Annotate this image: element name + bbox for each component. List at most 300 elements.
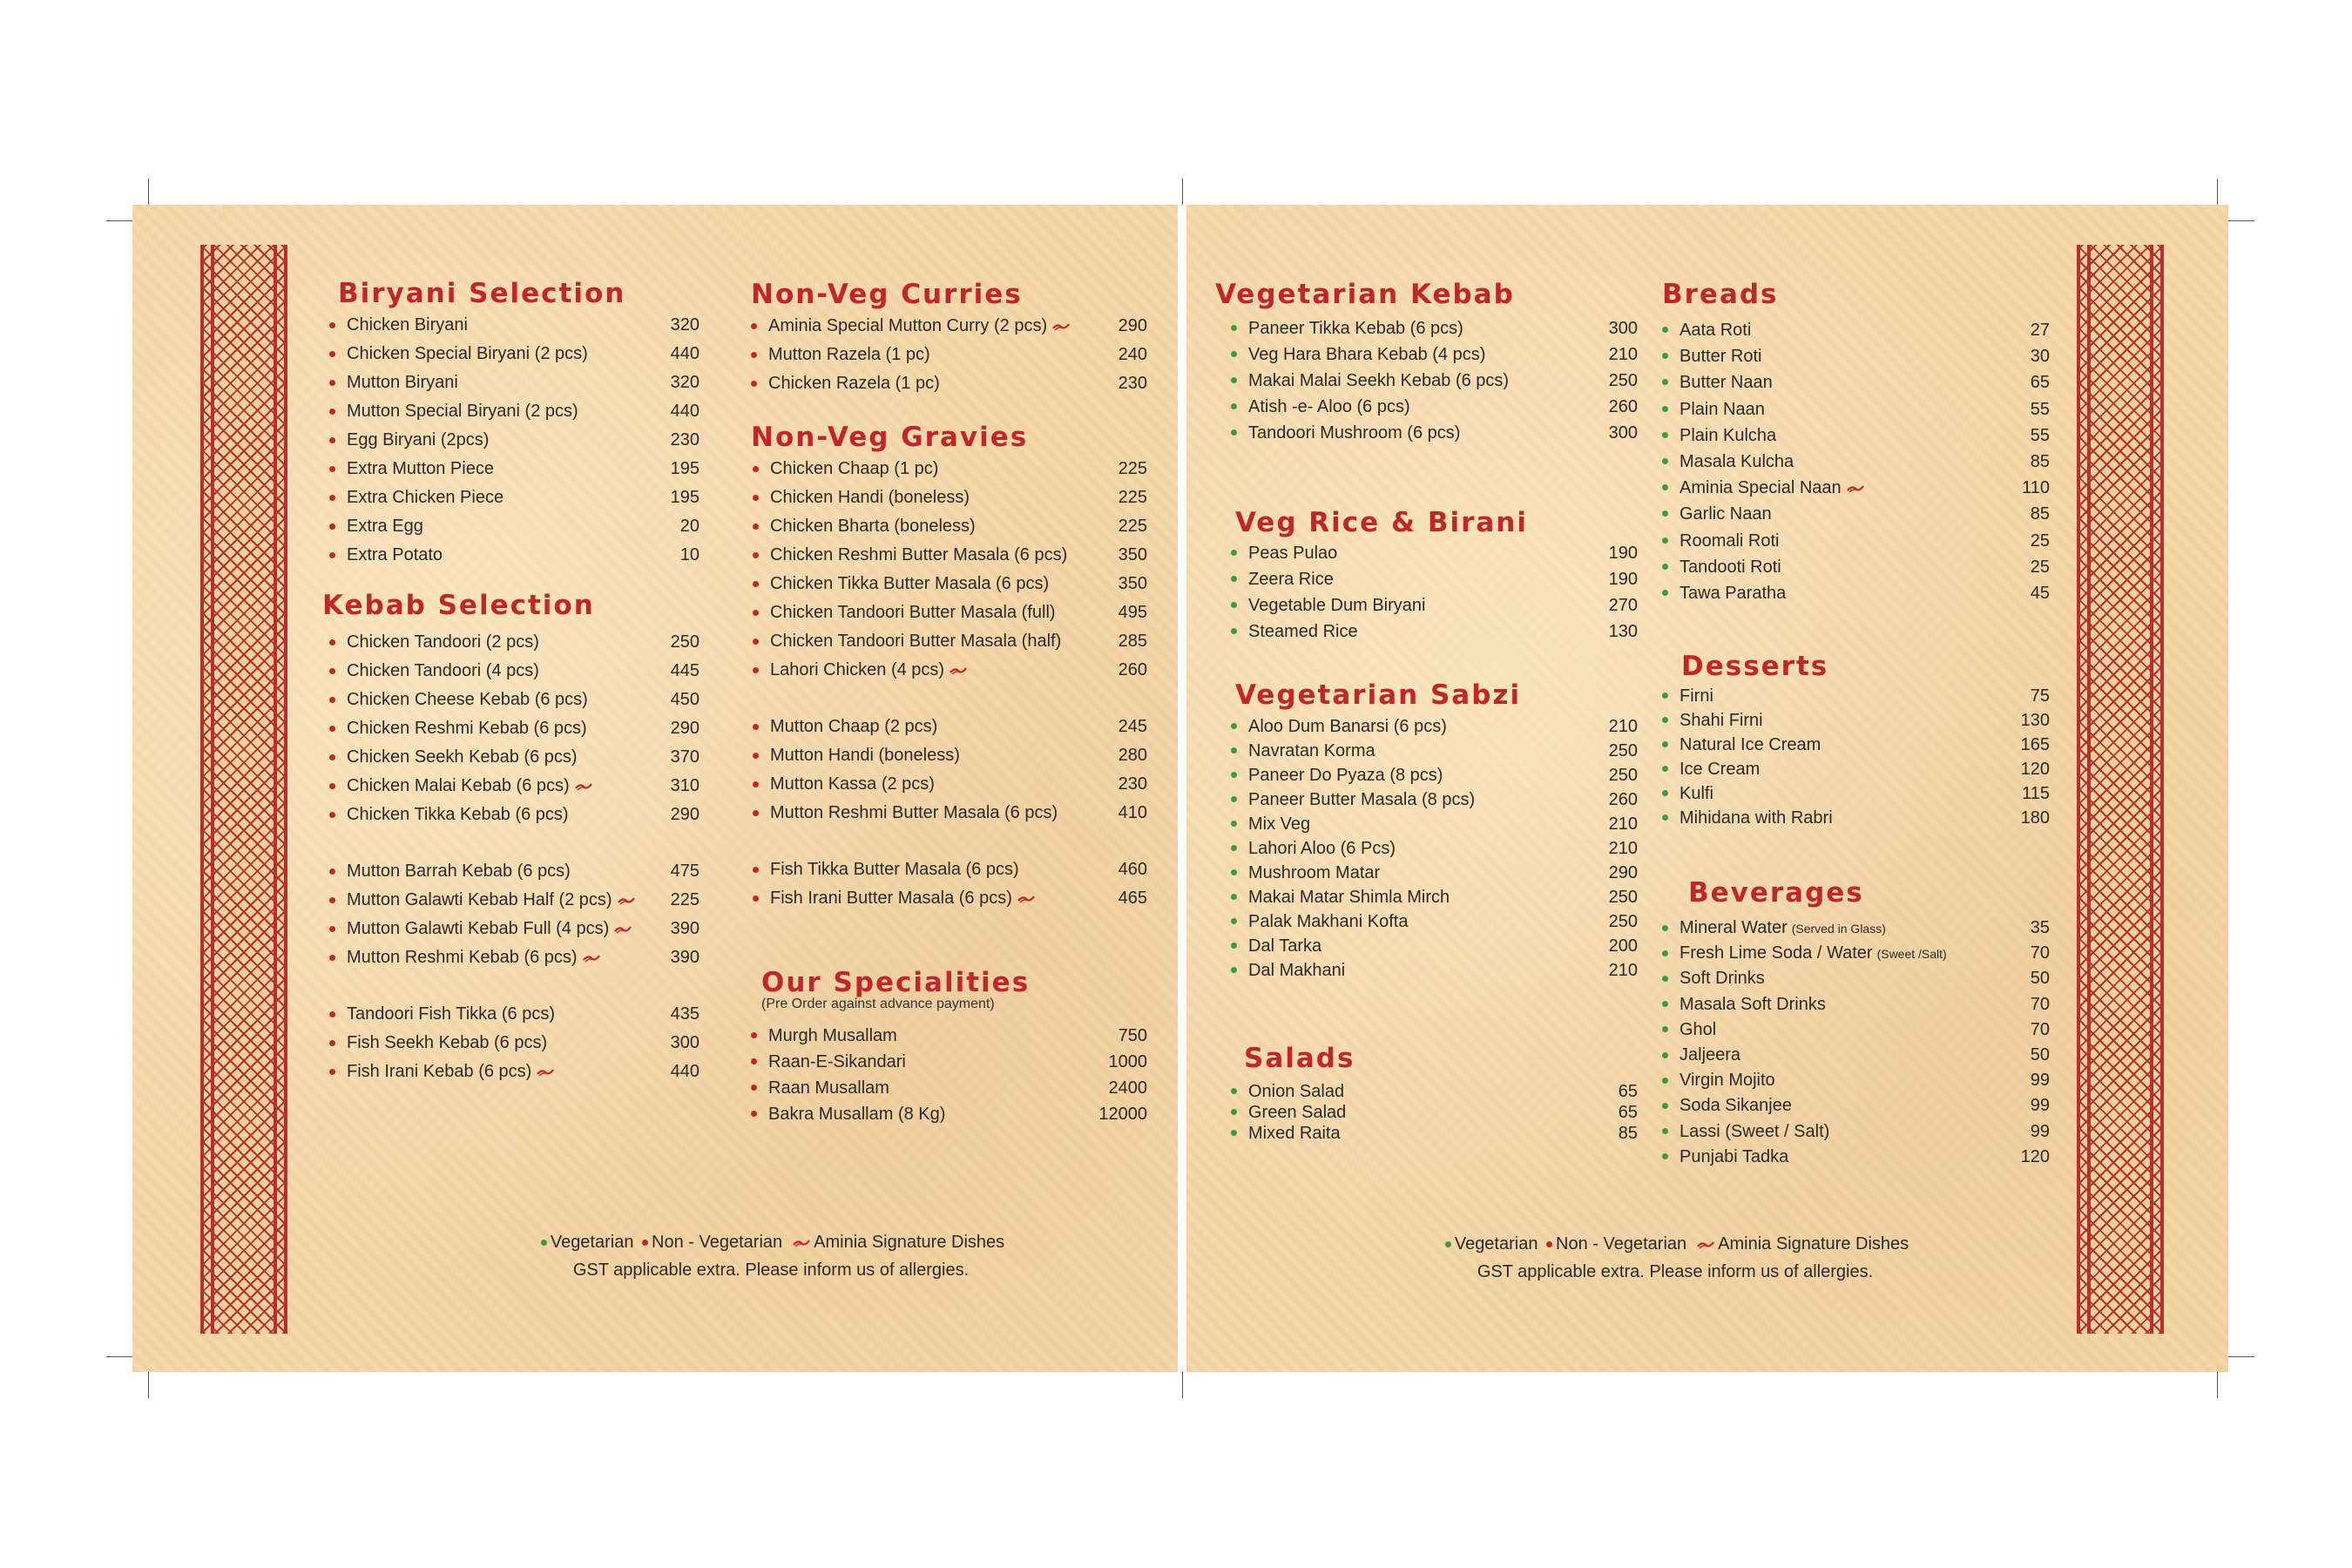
menu-item-name [347, 1058, 554, 1086]
menu-item-price: 70 [2030, 943, 2050, 963]
menu-item-price: 12000 [1098, 1105, 1147, 1124]
menu-item [1231, 394, 1638, 420]
menu-item-price: 370 [670, 747, 700, 767]
non-veg-dot-icon [753, 524, 759, 530]
menu-item-price: 225 [1118, 517, 1147, 536]
veg-dot-icon [1662, 925, 1668, 931]
menu-item [1662, 554, 2050, 580]
veg-dot-icon [1231, 1109, 1237, 1115]
veg-sabzi-section [1235, 678, 1638, 983]
menu-item-name [1680, 708, 1763, 733]
menu-item [1231, 885, 1638, 909]
menu-item-name-text: Fish Irani Kebab (6 pcs) [347, 1062, 532, 1081]
decorative-border-right [2077, 245, 2164, 1334]
veg-dot-icon [1662, 693, 1668, 699]
veg-dot-icon [1231, 821, 1237, 827]
veg-dot-icon [1231, 845, 1237, 851]
veg-dot-icon [1231, 1088, 1237, 1094]
menu-item-name-text: Paneer Do Pyaza (8 pcs) [1248, 766, 1443, 785]
menu-item-price: 320 [670, 315, 700, 335]
menu-item-name [1680, 343, 1761, 369]
menu-item [329, 657, 700, 686]
section-title: Breads [1662, 279, 1779, 310]
non-veg-dot-icon [329, 897, 335, 903]
menu-item-name-text: Plain Naan [1680, 399, 1765, 419]
menu-item-price: 450 [670, 690, 700, 709]
menu-item [753, 483, 1147, 512]
non-veg-dot-icon [329, 409, 335, 415]
non-veg-dot-icon [751, 381, 757, 387]
menu-item-price: 225 [670, 890, 700, 909]
menu-item-price: 210 [1608, 717, 1638, 736]
breads-section [1662, 277, 2050, 606]
section-note: (Pre Order against advance payment) [761, 997, 995, 1011]
menu-item-name-text: Soft Drinks [1680, 969, 1765, 989]
menu-item-price: 320 [670, 373, 700, 392]
menu-item-name-text: Fish Irani Butter Masala (6 pcs) [770, 889, 1012, 908]
menu-item [329, 541, 700, 570]
menu-item-price: 115 [2022, 784, 2050, 803]
menu-item-name-text: Mutton Kassa (2 pcs) [770, 774, 935, 794]
menu-item-name-text: Mutton Reshmi Kebab (6 pcs) [347, 948, 578, 967]
veg-dot-icon [1662, 1103, 1668, 1109]
menu-item [1662, 449, 2050, 475]
non-veg-dot-icon [753, 552, 759, 558]
menu-item [1231, 566, 1638, 592]
non-veg-dot-icon [753, 667, 759, 673]
menu-item-price: 2400 [1108, 1078, 1147, 1098]
menu-item-name [1680, 554, 1781, 580]
menu-item-name-text: Fish Seekh Kebab (6 pcs) [347, 1033, 548, 1052]
veg-dot-icon [1231, 747, 1237, 754]
menu-item-price: 230 [1118, 774, 1147, 794]
non-veg-dot-icon [753, 610, 759, 616]
veg-rice-section [1235, 505, 1638, 645]
menu-item-price: 35 [2030, 918, 2050, 937]
menu-item-name-text: Roomali Roti [1680, 531, 1780, 551]
menu-item [1231, 714, 1638, 739]
veg-dot-icon [1231, 403, 1237, 409]
menu-item-name-text: Fresh Lime Soda / Water [1680, 943, 1873, 963]
menu-item-name-text: Mineral Water [1680, 918, 1788, 937]
item-list [1231, 714, 1638, 983]
menu-item-name [347, 772, 592, 801]
menu-item-price: 195 [670, 459, 700, 478]
non-veg-dot-icon [753, 639, 759, 645]
menu-item-name-text: Lassi (Sweet / Salt) [1680, 1121, 1830, 1141]
menu-item-price: 10 [679, 545, 700, 564]
menu-item [329, 368, 700, 397]
menu-item [1231, 618, 1638, 645]
menu-item [1231, 1102, 1638, 1123]
menu-item-name [1248, 315, 1463, 341]
section-title: Veg Rice & Birani [1235, 507, 1528, 538]
menu-item [329, 943, 700, 972]
menu-item-price: 190 [1608, 570, 1638, 589]
menu-item-name-text: Bakra Musallam (8 Kg) [768, 1105, 946, 1124]
menu-item-name-text: Mutton Razela (1 pc) [768, 345, 930, 364]
menu-item [1231, 934, 1638, 958]
menu-item-price: 99 [2030, 1096, 2050, 1116]
menu-item [329, 311, 700, 340]
veg-dot-icon [1662, 353, 1668, 359]
crop-mark [2217, 1372, 2218, 1398]
menu-item-price: 350 [1118, 545, 1147, 564]
menu-item-price: 250 [670, 632, 700, 652]
legend-veg-label: Vegetarian [550, 1233, 634, 1252]
menu-item-name-text: Chicken Seekh Kebab (6 pcs) [347, 747, 578, 767]
menu-item-name [1680, 757, 1760, 781]
menu-item-price: 300 [1608, 319, 1638, 338]
veg-dot-icon [1231, 576, 1237, 582]
menu-item-name-text: Steamed Rice [1248, 622, 1358, 641]
menu-item [1231, 1081, 1638, 1102]
non-veg-dot-icon [751, 1111, 757, 1117]
menu-item-price: 165 [2020, 735, 2050, 754]
menu-item-name [347, 857, 571, 886]
menu-item-name-text: Masala Kulcha [1680, 451, 1794, 471]
menu-item [1231, 592, 1638, 618]
menu-item-price: 85 [1618, 1124, 1638, 1143]
menu-item-name [347, 483, 504, 512]
veg-dot-icon [1662, 484, 1668, 490]
menu-item-price: 99 [2030, 1071, 2050, 1091]
menu-item-price: 55 [2030, 425, 2050, 445]
menu-item-name-text: Soda Sikanjee [1680, 1096, 1792, 1116]
menu-item-name [1680, 966, 1765, 991]
menu-item [1662, 1093, 2050, 1119]
non-veg-dot-icon [329, 783, 335, 789]
non-veg-dot-icon [753, 581, 759, 587]
menu-item-price: 210 [1608, 814, 1638, 834]
menu-item-price: 465 [1118, 889, 1147, 908]
menu-item [1662, 1043, 2050, 1068]
menu-item [1231, 861, 1638, 885]
legend-line [1418, 1230, 1932, 1258]
menu-item [1231, 836, 1638, 861]
menu-item-name [347, 455, 494, 483]
menu-item [329, 1058, 700, 1086]
menu-item-price: 70 [2030, 994, 2050, 1014]
menu-item-price: 250 [1608, 371, 1638, 390]
menu-item [1231, 909, 1638, 934]
nonveg-gravies-section [751, 420, 1147, 913]
menu-item-name-text: Green Salad [1248, 1103, 1347, 1122]
menu-item [1662, 528, 2050, 554]
menu-item-name-text: Punjabi Tadka [1680, 1146, 1789, 1166]
non-veg-dot-icon [753, 466, 759, 472]
menu-item-name-text: Aminia Special Mutton Curry (2 pcs) [768, 316, 1048, 335]
group-spacer [329, 972, 700, 1000]
menu-item-name [347, 686, 588, 714]
menu-item-name-text: Zeera Rice [1248, 570, 1334, 589]
menu-item-price: 440 [670, 402, 700, 421]
item-list [1662, 317, 2050, 606]
menu-item-name-text: Chicken Biryani [347, 315, 468, 335]
menu-item-name-text: Butter Naan [1680, 373, 1773, 393]
menu-item-name-text: Palak Makhani Kofta [1248, 912, 1409, 931]
section-title: Non-Veg Gravies [751, 422, 1029, 453]
menu-item-name [1248, 812, 1310, 836]
menu-item-name [768, 1023, 897, 1049]
menu-item [1662, 806, 2050, 830]
veg-dot-icon [1662, 950, 1668, 956]
item-list [751, 312, 1147, 398]
menu-item-name [768, 1049, 906, 1075]
menu-item-price: 200 [1608, 936, 1638, 956]
menu-item-price: 260 [1608, 397, 1638, 416]
menu-item-price: 290 [1118, 316, 1147, 335]
menu-item-name-text: Raan Musallam [768, 1078, 889, 1098]
menu-item-name-text: Makai Matar Shimla Mirch [1248, 888, 1450, 907]
non-veg-dot-icon [751, 352, 757, 358]
menu-item [1662, 369, 2050, 395]
menu-item-name [1680, 528, 1779, 554]
menu-item-name [770, 627, 1061, 656]
item-list [329, 628, 700, 1086]
menu-item-price: 240 [1118, 345, 1147, 364]
menu-item [1662, 1119, 2050, 1145]
crop-mark [106, 220, 132, 221]
menu-item [1231, 1123, 1638, 1144]
veg-dot-icon [1231, 943, 1237, 949]
menu-item-name [347, 541, 443, 570]
menu-item-price: 290 [670, 719, 700, 738]
crop-mark [2228, 1356, 2254, 1357]
non-veg-dot-icon [329, 466, 335, 472]
menu-item-price: 750 [1118, 1026, 1147, 1045]
crop-mark [2228, 220, 2254, 221]
menu-item [1662, 781, 2050, 806]
menu-item-name [347, 340, 588, 368]
menu-item [1231, 341, 1638, 368]
non-veg-dot-icon [753, 896, 759, 902]
menu-item-name-text: Onion Salad [1248, 1082, 1345, 1101]
menu-item-name-text: Ice Cream [1680, 760, 1761, 779]
menu-item-name-text: Extra Egg [347, 517, 423, 536]
menu-item-name-text: Chicken Tandoori Butter Masala (full) [770, 603, 1056, 622]
menu-item-name [770, 483, 970, 512]
menu-item-name-text: Chicken Tandoori (2 pcs) [347, 632, 539, 652]
menu-item-name-text: Lahori Chicken (4 pcs) [770, 660, 945, 679]
item-list [1231, 315, 1638, 446]
menu-item-price: 75 [2030, 686, 2050, 706]
menu-item [753, 541, 1147, 570]
menu-item-name [768, 1101, 945, 1127]
menu-item [1662, 501, 2050, 527]
menu-item-name-text: Veg Hara Bhara Kebab (4 pcs) [1248, 345, 1486, 364]
veg-dot-icon [1662, 1001, 1668, 1007]
menu-item-name-text: Chicken Razela (1 pc) [768, 374, 940, 393]
menu-item [1662, 396, 2050, 422]
veg-dot-icon [1662, 1128, 1668, 1134]
menu-item-name [1248, 909, 1408, 934]
menu-item-price: 195 [670, 488, 700, 507]
menu-item-price: 445 [670, 661, 700, 680]
section-title: Desserts [1681, 651, 1829, 682]
menu-item-name [1680, 992, 1826, 1017]
non-veg-dot-icon [329, 351, 335, 357]
menu-item-price: 180 [2020, 808, 2050, 828]
item-list [753, 455, 1147, 913]
menu-item-price: 50 [2030, 1044, 2050, 1064]
non-veg-dot-icon [1546, 1241, 1552, 1247]
menu-item-price: 280 [1118, 746, 1147, 765]
menu-item-name-text: Virgin Mojito [1680, 1071, 1775, 1091]
menu-item-price: 250 [1608, 912, 1638, 931]
menu-item-name [770, 799, 1058, 828]
legend-left [514, 1228, 1028, 1284]
menu-item-name [770, 713, 937, 741]
menu-item-name [347, 397, 578, 426]
menu-item-name-text: Chicken Reshmi Butter Masala (6 pcs) [770, 545, 1068, 564]
veg-dot-icon [1231, 351, 1237, 357]
menu-item-name [347, 1029, 547, 1058]
menu-item [329, 426, 700, 455]
veg-dot-icon [1662, 1026, 1668, 1032]
menu-item-name [770, 770, 935, 799]
menu-item [329, 455, 700, 483]
menu-item-name [1680, 475, 1864, 501]
group-spacer [753, 828, 1147, 855]
section-title: Salads [1244, 1043, 1355, 1074]
menu-item-price: 250 [1608, 888, 1638, 907]
menu-item [1662, 343, 2050, 369]
menu-item-name-text: Chicken Tandoori Butter Masala (half) [770, 632, 1062, 651]
menu-item-price: 270 [1608, 596, 1638, 615]
menu-item-price: 99 [2030, 1121, 2050, 1141]
veg-dot-icon [1231, 796, 1237, 802]
beverages-section [1680, 875, 2050, 1170]
signature-dish-icon [1697, 1240, 1714, 1250]
menu-item-name-text: Tawa Paratha [1680, 583, 1787, 603]
menu-item-name [347, 368, 458, 397]
non-veg-dot-icon [642, 1240, 648, 1246]
menu-item-name [1680, 1043, 1740, 1068]
menu-item-name-text: Navratan Korma [1248, 741, 1375, 760]
menu-item [329, 772, 700, 801]
menu-item [753, 770, 1147, 799]
menu-item-name-text: Ghol [1680, 1019, 1717, 1039]
menu-item [751, 1075, 1147, 1101]
menu-item-price: 390 [670, 919, 700, 938]
menu-item [1662, 757, 2050, 781]
menu-item [1231, 420, 1638, 446]
menu-item-price: 300 [670, 1033, 700, 1052]
menu-item-name-text: Chicken Special Biryani (2 pcs) [347, 344, 588, 363]
veg-dot-icon [1231, 869, 1237, 875]
menu-item [753, 598, 1147, 627]
menu-item-note: (Served in Glass) [1791, 922, 1886, 936]
menu-item-price: 225 [1118, 488, 1147, 507]
menu-item-price: 230 [1118, 374, 1147, 393]
non-veg-dot-icon [329, 668, 335, 674]
menu-item [751, 312, 1147, 341]
menu-item [1662, 317, 2050, 343]
menu-item-price: 350 [1118, 574, 1147, 593]
menu-item-name-text: Egg Biryani (2pcs) [347, 430, 490, 449]
menu-item-name [1248, 861, 1380, 885]
signature-dish-icon [950, 666, 967, 676]
crop-mark [1182, 1372, 1183, 1398]
menu-item [753, 884, 1147, 913]
menu-item [753, 627, 1147, 656]
menu-item-name-text: Mushroom Matar [1248, 863, 1381, 882]
menu-item-name [347, 628, 539, 657]
veg-dot-icon [1445, 1241, 1451, 1247]
menu-item [1231, 958, 1638, 983]
menu-item [751, 369, 1147, 398]
menu-item-name [1680, 449, 1794, 475]
crop-mark [148, 1372, 149, 1398]
menu-item-name [770, 570, 1049, 598]
menu-item-name [347, 743, 578, 772]
menu-item [1231, 315, 1638, 341]
menu-item [753, 656, 1147, 685]
menu-item-name [1248, 540, 1337, 566]
menu-item [329, 743, 700, 772]
menu-item-price: 45 [2030, 583, 2050, 603]
menu-item [329, 886, 700, 915]
menu-item [329, 686, 700, 714]
menu-item [1662, 580, 2050, 606]
menu-item [753, 512, 1147, 541]
veg-dot-icon [1662, 766, 1668, 772]
menu-item-name [1680, 1093, 1792, 1119]
menu-item-name [1680, 1145, 1788, 1170]
menu-item [1662, 1145, 2050, 1170]
menu-item-name [1248, 394, 1410, 420]
menu-item [753, 713, 1147, 741]
menu-item-price: 130 [1608, 622, 1638, 641]
menu-item-name-text: Chicken Reshmi Kebab (6 pcs) [347, 719, 587, 738]
menu-item-name-text: Aminia Special Naan [1680, 478, 1842, 498]
menu-item-price: 30 [2030, 347, 2050, 367]
menu-item-name [1248, 934, 1321, 958]
veg-dot-icon [1662, 458, 1668, 464]
non-veg-dot-icon [329, 552, 335, 558]
menu-item-price: 1000 [1108, 1052, 1147, 1071]
menu-item-price: 190 [1608, 544, 1638, 563]
menu-item-name-text: Paneer Butter Masala (8 pcs) [1248, 790, 1476, 809]
menu-item-price: 65 [1618, 1103, 1638, 1122]
section-title: Beverages [1688, 877, 1864, 909]
non-veg-dot-icon [753, 495, 759, 501]
veg-dot-icon [1231, 377, 1237, 383]
menu-item-price: 210 [1608, 839, 1638, 858]
non-veg-dot-icon [329, 437, 335, 443]
veg-dot-icon [1231, 772, 1237, 778]
menu-item-name [768, 341, 930, 369]
menu-item [1662, 1017, 2050, 1043]
item-list [1231, 540, 1638, 645]
menu-item [329, 512, 700, 541]
veg-dot-icon [1231, 723, 1237, 729]
menu-item-name-text: Chicken Bharta (boneless) [770, 517, 976, 536]
menu-item-name [1248, 763, 1443, 787]
menu-item-name [1248, 787, 1475, 812]
menu-item [753, 855, 1147, 884]
menu-item-price: 260 [1608, 790, 1638, 809]
menu-item-price: 130 [2020, 711, 2050, 730]
menu-item [1231, 739, 1638, 763]
menu-item [753, 455, 1147, 483]
menu-item-price: 120 [2020, 760, 2050, 779]
signature-dish-icon [793, 1238, 810, 1248]
menu-item-price: 50 [2030, 969, 2050, 989]
menu-item-name [347, 311, 468, 340]
veg-dot-icon [1662, 406, 1668, 412]
